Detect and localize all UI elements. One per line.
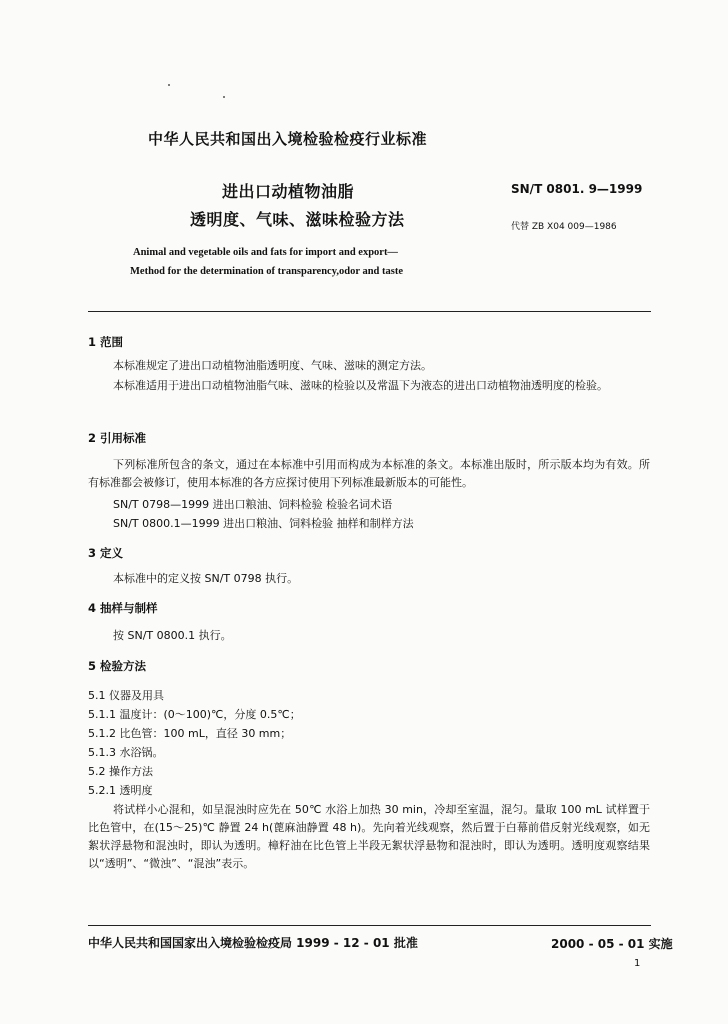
implementation-date: 2000 - 05 - 01 实施	[551, 937, 673, 951]
industry-standard-label: 中华人民共和国出入境检验检疫行业标准	[148, 130, 428, 148]
page-number: 1	[634, 958, 641, 969]
subsection-item: 5.1.3 水浴锅。	[88, 746, 164, 759]
section-1-para-1: 本标准规定了进出口动植物油脂透明度、气味、滋味的测定方法。	[113, 359, 432, 372]
replaces-standard: 代替 ZB X04 009—1986	[511, 222, 617, 232]
scan-speck	[223, 96, 225, 98]
english-title-line1: Animal and vegetable oils and fats for import and export—	[133, 247, 398, 258]
section-2-heading: 2 引用标准	[88, 431, 147, 445]
section-5-para-1: 将试样小心混和，如呈混浊时应先在 50℃ 水浴上加热 30 min，冷却至室温，混匀。量取 100 mL 试样置于比色管中，在(15～25)℃ 静置 24 h(蓖麻油静置 48 h)。先向着光线观察，然后置于白幕前借反射光线观察，如无絮状浮悬物和混浊时，即认为透明。樟籽油在比色管上半段无絮状浮悬物和混浊时，即认为透明。透明度观察结果以“透明”、“微浊”、“混浊”表示。	[88, 803, 650, 870]
header-divider	[88, 311, 651, 312]
section-4-para-1: 按 SN/T 0800.1 执行。	[113, 629, 232, 642]
section-3-para-1: 本标准中的定义按 SN/T 0798 执行。	[113, 572, 299, 585]
reference-item: SN/T 0798—1999 进出口粮油、饲料检验 检验名词术语	[113, 498, 393, 511]
subsection-heading: 5.2.1 透明度	[88, 784, 153, 797]
document-title-line1: 进出口动植物油脂	[222, 182, 355, 201]
document-title-line2: 透明度、气味、滋味检验方法	[190, 210, 405, 229]
section-4-heading: 4 抽样与制样	[88, 601, 158, 615]
english-title-line2: Method for the determination of transparency,odor and taste	[130, 266, 403, 277]
approval-line: 中华人民共和国国家出入境检验检疫局 1999 - 12 - 01 批准	[88, 936, 418, 950]
standard-number: SN/T 0801. 9—1999	[511, 182, 643, 196]
subsection-heading: 5.1 仪器及用具	[88, 689, 164, 702]
section-1-heading: 1 范围	[88, 335, 124, 349]
scan-speck	[168, 84, 170, 86]
section-5-heading: 5 检验方法	[88, 659, 147, 673]
subsection-item: 5.1.1 温度计：(0～100)℃，分度 0.5℃；	[88, 708, 301, 721]
section-2-para-1: 下列标准所包含的条文，通过在本标准中引用而构成为本标准的条文。本标准出版时，所示版本均为有效。所有标准都会被修订，使用本标准的各方应探讨使用下列标准最新版本的可能性。	[88, 458, 650, 489]
reference-item: SN/T 0800.1—1999 进出口粮油、饲料检验 抽样和制样方法	[113, 517, 414, 530]
section-3-heading: 3 定义	[88, 546, 124, 560]
footer-divider	[88, 925, 651, 926]
subsection-heading: 5.2 操作方法	[88, 765, 153, 778]
section-1-para-2: 本标准适用于进出口动植物油脂气味、滋味的检验以及常温下为液态的进出口动植物油透明度的检验。	[113, 379, 608, 392]
subsection-item: 5.1.2 比色管：100 mL，直径 30 mm；	[88, 727, 292, 740]
